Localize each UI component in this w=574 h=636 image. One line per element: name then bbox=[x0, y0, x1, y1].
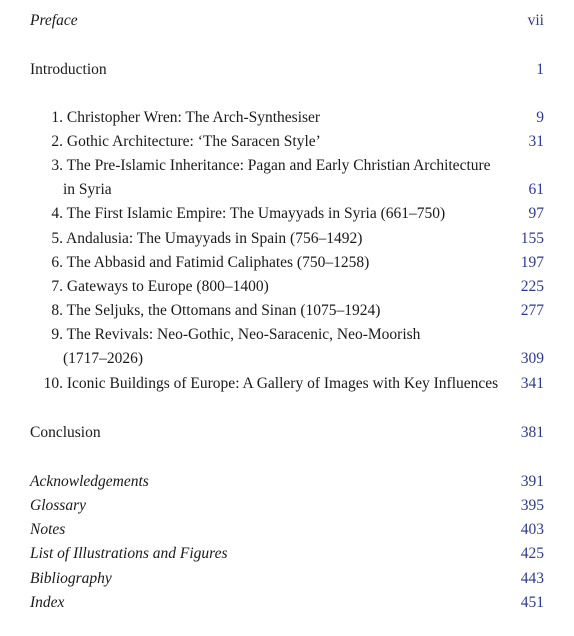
toc-entry-title: Conclusion bbox=[30, 424, 101, 441]
toc-entry-page: 31 bbox=[528, 133, 544, 150]
toc-entry-page: vii bbox=[527, 12, 544, 29]
toc-entry-page: 381 bbox=[520, 424, 544, 441]
toc-entry-index[interactable] bbox=[30, 592, 544, 614]
toc-entry-title: List of Illustrations and Figures bbox=[30, 545, 228, 562]
chapter-title: The Seljuks, the Ottomans and Sinan (1075–1924) bbox=[66, 302, 381, 319]
toc-chapter-1[interactable] bbox=[30, 107, 544, 129]
toc-entry-page: 197 bbox=[520, 254, 544, 271]
toc-entry-conclusion[interactable] bbox=[30, 422, 544, 444]
chapter-title: Christopher Wren: The Arch-Synthesiser bbox=[66, 109, 321, 126]
toc-entry-glossary[interactable] bbox=[30, 495, 544, 517]
toc-entry-page: 341 bbox=[520, 375, 544, 392]
toc-entry-page: 155 bbox=[520, 230, 544, 247]
toc-chapter-3-continued[interactable] bbox=[30, 179, 544, 201]
chapter-number: 2. bbox=[51, 133, 63, 150]
toc-chapter-6[interactable] bbox=[30, 252, 544, 274]
chapter-title: The Revivals: Neo-Gothic, Neo-Saracenic, Neo-Moorish bbox=[66, 326, 421, 343]
chapter-number: 9. bbox=[51, 326, 63, 343]
toc-chapter-2[interactable] bbox=[30, 131, 544, 153]
toc-chapter-9[interactable] bbox=[30, 324, 544, 346]
toc-entry-title: Glossary bbox=[30, 497, 86, 514]
chapter-title: Gateways to Europe (800–1400) bbox=[66, 278, 269, 295]
toc-entry-page: 403 bbox=[520, 521, 544, 538]
chapter-title: Iconic Buildings of Europe: A Gallery of Images with Key Influences bbox=[66, 375, 499, 392]
toc-entry-title: Bibliography bbox=[30, 570, 112, 587]
toc-entry-title: Acknowledgements bbox=[30, 473, 149, 490]
toc-entry-page: 97 bbox=[528, 205, 544, 222]
toc-chapter-3[interactable] bbox=[30, 155, 544, 177]
toc-entry-preface[interactable] bbox=[30, 10, 544, 32]
toc-entry-title: Introduction bbox=[30, 61, 107, 78]
toc-entry-acknowledgements[interactable] bbox=[30, 471, 544, 493]
toc-entry-page: 225 bbox=[520, 278, 544, 295]
chapter-number: 1. bbox=[51, 109, 63, 126]
chapter-number: 8. bbox=[51, 302, 63, 319]
toc-entry-list-of-illustrations[interactable] bbox=[30, 543, 544, 565]
chapter-title-continued: (1717–2026) bbox=[63, 350, 144, 367]
toc-entry-page: 451 bbox=[520, 594, 544, 611]
toc-chapter-7[interactable] bbox=[30, 276, 544, 298]
toc-entry-page: 443 bbox=[520, 570, 544, 587]
chapter-title: The Abbasid and Fatimid Caliphates (750–1258) bbox=[66, 254, 370, 271]
toc-entry-page: 395 bbox=[520, 497, 544, 514]
toc-entry-page: 277 bbox=[520, 302, 544, 319]
chapter-title: The Pre-Islamic Inheritance: Pagan and Early Christian Architecture bbox=[66, 157, 491, 174]
toc-entry-title: Preface bbox=[30, 12, 78, 29]
chapter-number: 7. bbox=[51, 278, 63, 295]
chapter-number: 10. bbox=[43, 375, 63, 392]
chapter-number: 4. bbox=[51, 205, 63, 222]
chapter-title: Andalusia: The Umayyads in Spain (756–1492) bbox=[66, 230, 363, 247]
chapter-number: 5. bbox=[51, 230, 63, 247]
chapter-title-continued: in Syria bbox=[63, 181, 112, 198]
toc-entry-page: 9 bbox=[536, 109, 544, 126]
toc-chapter-10[interactable] bbox=[30, 373, 544, 395]
chapter-number: 3. bbox=[51, 157, 63, 174]
chapter-title: Gothic Architecture: ‘The Saracen Style’ bbox=[66, 133, 321, 150]
toc-entry-introduction[interactable] bbox=[30, 59, 544, 81]
toc-entry-notes[interactable] bbox=[30, 519, 544, 541]
toc-chapter-9-continued[interactable] bbox=[30, 348, 544, 370]
toc-entry-title: Index bbox=[30, 594, 65, 611]
toc-chapter-8[interactable] bbox=[30, 300, 544, 322]
toc-entry-title: Notes bbox=[30, 521, 66, 538]
toc-entry-bibliography[interactable] bbox=[30, 568, 544, 590]
toc-entry-page: 425 bbox=[520, 545, 544, 562]
toc-chapter-5[interactable] bbox=[30, 228, 544, 250]
toc-entry-page: 309 bbox=[520, 350, 544, 367]
toc-entry-page: 391 bbox=[520, 473, 544, 490]
chapter-number: 6. bbox=[51, 254, 63, 271]
chapter-title: The First Islamic Empire: The Umayyads in Syria (661–750) bbox=[66, 205, 446, 222]
toc-entry-page: 1 bbox=[536, 61, 544, 78]
toc-entry-page: 61 bbox=[528, 181, 544, 198]
toc-chapter-4[interactable] bbox=[30, 203, 544, 225]
